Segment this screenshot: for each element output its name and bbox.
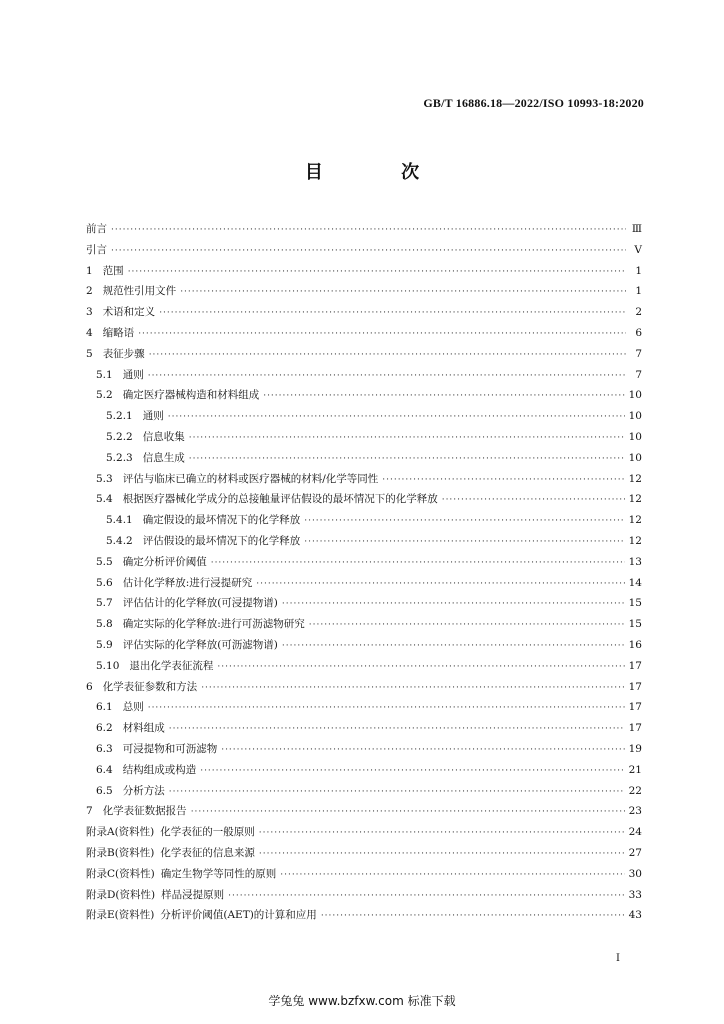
toc-entry-label: 化学表征的一般原则 (160, 826, 255, 839)
document-code: GB/T 16886.18—2022/ISO 10993-18:2020 (423, 96, 644, 110)
dot-leader (148, 698, 625, 719)
toc-entry[interactable] (86, 489, 642, 510)
toc-entry-label: 确定实际的化学释放:进行可沥滤物研究 (122, 618, 305, 631)
toc-entry-label: 分析方法 (122, 784, 165, 797)
dot-leader (189, 449, 625, 470)
toc-entry[interactable] (86, 697, 642, 718)
toc-entry-label: 确定分析评价阈值 (122, 555, 207, 568)
toc-entry[interactable] (86, 531, 642, 552)
toc-entry-number: 3 (86, 306, 93, 319)
toc-entry-page: 22 (628, 784, 642, 797)
toc-entry[interactable] (86, 718, 642, 739)
toc-entry[interactable] (86, 448, 642, 469)
toc-entry-page: 12 (628, 514, 642, 527)
dot-leader (282, 636, 625, 657)
toc-entry-number: 5.9 (96, 638, 113, 651)
dot-leader (304, 511, 624, 532)
dot-leader (191, 802, 625, 823)
toc-entry[interactable] (86, 593, 642, 614)
toc-entry-label: 结构组成或构造 (122, 763, 197, 776)
toc-entry-label: 确定生物学等同性的原则 (160, 867, 277, 880)
dot-leader (159, 303, 626, 324)
dot-leader (282, 594, 625, 615)
toc-entry-label: 信息收集 (142, 430, 185, 443)
toc-entry[interactable] (86, 365, 642, 386)
toc-entry-number: 附录C(资料性) (86, 867, 155, 880)
toc-entry-page: 10 (628, 451, 642, 464)
toc-entry[interactable] (86, 885, 642, 906)
toc-entry-number: 6.3 (96, 742, 113, 755)
toc-entry-number: 5.6 (96, 576, 113, 589)
toc-entry-label: 评估估计的化学释放(可浸提物谱) (122, 597, 278, 610)
toc-entry[interactable] (86, 427, 642, 448)
toc-entry-label: 化学表征的信息来源 (160, 846, 255, 859)
toc-entry[interactable] (86, 469, 642, 490)
toc-entry-page: 24 (628, 826, 642, 839)
toc-entry-label: 缩略语 (102, 326, 135, 339)
toc-entry-page: 10 (628, 389, 642, 402)
toc-entry-page: 30 (628, 867, 642, 880)
toc-entry-number: 5.2 (96, 389, 113, 402)
toc-entry-page: 6 (635, 326, 642, 339)
toc-entry-page: 13 (628, 555, 642, 568)
dot-leader (201, 678, 624, 699)
toc-entry[interactable] (86, 510, 642, 531)
toc-entry[interactable] (86, 635, 642, 656)
toc-entry-label: 样品浸提原则 (161, 888, 225, 901)
toc-entry-number: 5.3 (96, 472, 113, 485)
toc-entry-page: 12 (628, 493, 642, 506)
toc-entry-number: 5.2.2 (106, 430, 133, 443)
dot-leader (149, 345, 626, 366)
dot-leader (111, 241, 626, 262)
dot-leader (128, 262, 626, 283)
toc-entry-label: 评估与临床已确立的材料或医疗器械的材料/化学等同性 (122, 472, 379, 485)
dot-leader (263, 386, 624, 407)
dot-leader (138, 324, 626, 345)
toc-entry[interactable] (86, 781, 642, 802)
toc-entry-label: 表征步骤 (102, 347, 145, 360)
dot-leader (111, 220, 626, 241)
toc-entry[interactable] (86, 552, 642, 573)
toc-entry[interactable] (86, 739, 642, 760)
toc-entry-page: 7 (635, 368, 642, 381)
toc-entry[interactable] (86, 822, 642, 843)
toc-entry-label: 化学表征参数和方法 (102, 680, 198, 693)
toc-entry-label: 通则 (122, 368, 144, 381)
toc-entry-label: 术语和定义 (102, 306, 156, 319)
dot-leader (211, 553, 625, 574)
toc-entry-number: 5.2.3 (106, 451, 133, 464)
toc-entry-label: 估计化学释放:进行浸提研究 (122, 576, 253, 589)
toc-entry-label: 引言 (86, 243, 107, 256)
toc-entry[interactable] (86, 656, 642, 677)
toc-entry-page: 1 (635, 264, 642, 277)
toc-entry-page: 21 (628, 763, 642, 776)
dot-leader (321, 906, 625, 927)
toc-entry[interactable] (86, 344, 642, 365)
toc-entry[interactable] (86, 677, 642, 698)
footer-watermark: 学兔兔 www.bzfxw.com 标准下载 (268, 994, 456, 1008)
toc-entry-number: 附录E(资料性) (86, 909, 155, 922)
toc-entry[interactable] (86, 240, 642, 261)
toc-entry[interactable] (86, 385, 642, 406)
toc-entry-page: 17 (628, 722, 642, 735)
toc-entry-page: 16 (628, 638, 642, 651)
toc-entry-number: 5.4.1 (106, 514, 133, 527)
dot-leader (169, 782, 625, 803)
toc-entry-label: 退出化学表征流程 (129, 659, 214, 672)
toc-entry-label: 前言 (86, 223, 107, 235)
table-of-contents (86, 219, 642, 926)
toc-entry-label: 材料组成 (122, 722, 165, 735)
toc-entry[interactable] (86, 281, 642, 302)
dot-leader (221, 740, 624, 761)
toc-entry-number: 6.1 (96, 701, 113, 714)
toc-entry-label: 可浸提物和可沥滤物 (122, 742, 218, 755)
toc-entry-page: 7 (635, 347, 642, 360)
toc-entry-label: 总则 (122, 701, 144, 714)
toc-entry[interactable] (86, 905, 642, 926)
toc-entry-number: 5.1 (96, 368, 113, 381)
dot-leader (256, 574, 624, 595)
toc-entry-label: 通则 (142, 410, 164, 423)
toc-entry-number: 4 (86, 326, 93, 339)
toc-entry-number: 5.7 (96, 597, 113, 610)
dot-leader (304, 532, 624, 553)
toc-entry[interactable] (86, 760, 642, 781)
toc-entry[interactable] (86, 323, 642, 344)
toc-entry-page: 17 (628, 701, 642, 714)
toc-entry-label: 评估假设的最坏情况下的化学释放 (142, 534, 301, 547)
dot-leader (259, 823, 625, 844)
dot-leader (168, 407, 625, 428)
toc-entry-label: 评估实际的化学释放(可沥滤物谱) (122, 638, 278, 651)
dot-leader (228, 886, 625, 907)
page-number: Ⅰ (616, 953, 620, 964)
toc-entry-page: 14 (628, 576, 642, 589)
toc-entry-number: 5.2.1 (106, 410, 133, 423)
toc-entry-number: 附录B(资料性) (86, 846, 155, 859)
toc-entry-number: 6.2 (96, 722, 113, 735)
toc-entry-page: 17 (628, 659, 642, 672)
toc-title: 目 次 (304, 162, 456, 183)
toc-entry-number: 附录D(资料性) (86, 888, 156, 901)
toc-entry[interactable] (86, 261, 642, 282)
toc-entry-page: 2 (635, 306, 642, 319)
toc-entry-page: 12 (628, 534, 642, 547)
dot-leader (180, 282, 626, 303)
toc-entry-number: 5.10 (96, 659, 120, 672)
toc-entry-page: 12 (628, 472, 642, 485)
toc-entry-page: 10 (628, 430, 642, 443)
dot-leader (280, 865, 624, 886)
toc-entry-number: 7 (86, 805, 93, 818)
toc-entry[interactable] (86, 219, 642, 240)
dot-leader (148, 366, 626, 387)
toc-entry-page: Ⅴ (634, 243, 642, 256)
toc-entry-page: 19 (628, 742, 642, 755)
toc-entry-page: 27 (628, 846, 642, 859)
dot-leader (217, 657, 624, 678)
toc-entry-label: 确定假设的最坏情况下的化学释放 (142, 514, 301, 527)
toc-entry[interactable] (86, 406, 642, 427)
toc-entry[interactable] (86, 614, 642, 635)
toc-entry[interactable] (86, 843, 642, 864)
toc-entry-number: 5.4 (96, 493, 113, 506)
dot-leader (309, 615, 625, 636)
toc-entry-page: Ⅲ (631, 223, 642, 235)
toc-entry-label: 规范性引用文件 (102, 285, 177, 298)
toc-entry-label: 分析评价阈值(AET)的计算和应用 (160, 909, 317, 922)
dot-leader (259, 844, 625, 865)
toc-entry-label: 范围 (102, 264, 124, 277)
toc-entry[interactable] (86, 302, 642, 323)
toc-entry-page: 23 (628, 805, 642, 818)
dot-leader (442, 490, 625, 511)
toc-entry[interactable] (86, 864, 642, 885)
toc-entry-number: 5.8 (96, 618, 113, 631)
toc-entry-page: 15 (628, 597, 642, 610)
toc-entry-label: 根据医疗器械化学成分的总接触量评估假设的最坏情况下的化学释放 (122, 493, 438, 506)
toc-entry[interactable] (86, 801, 642, 822)
toc-entry-number: 5.4.2 (106, 534, 133, 547)
toc-entry-number: 5 (86, 347, 93, 360)
toc-entry[interactable] (86, 573, 642, 594)
toc-entry-page: 33 (628, 888, 642, 901)
toc-entry-number: 6.5 (96, 784, 113, 797)
toc-entry-label: 确定医疗器械构造和材料组成 (122, 389, 260, 402)
toc-entry-page: 15 (628, 618, 642, 631)
toc-entry-page: 17 (628, 680, 642, 693)
toc-entry-number: 6 (86, 680, 93, 693)
dot-leader (189, 428, 625, 449)
toc-entry-label: 化学表征数据报告 (102, 805, 187, 818)
toc-entry-page: 43 (628, 909, 642, 922)
dot-leader (382, 470, 624, 491)
toc-entry-number: 2 (86, 285, 93, 298)
toc-entry-page: 1 (635, 285, 642, 298)
dot-leader (200, 761, 624, 782)
toc-entry-number: 附录A(资料性) (86, 826, 155, 839)
toc-entry-number: 6.4 (96, 763, 113, 776)
toc-entry-page: 10 (628, 410, 642, 423)
dot-leader (169, 719, 625, 740)
toc-entry-number: 5.5 (96, 555, 113, 568)
toc-entry-number: 1 (86, 264, 93, 277)
toc-entry-label: 信息生成 (142, 451, 185, 464)
